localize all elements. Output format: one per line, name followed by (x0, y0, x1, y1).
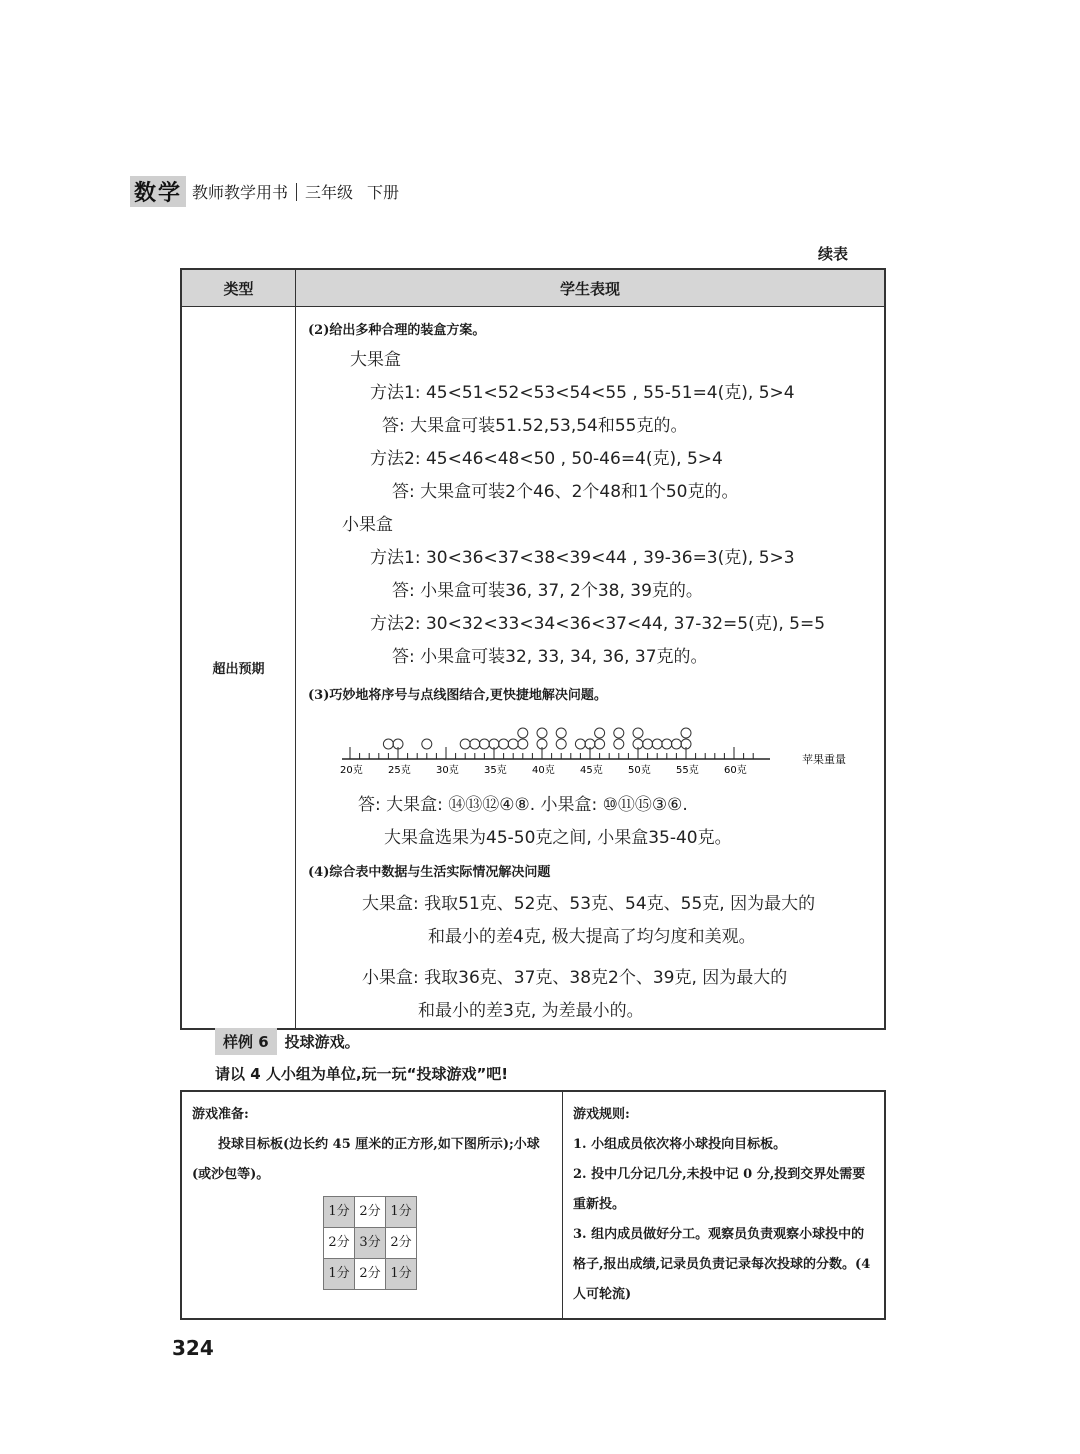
grid-cell: 2分 (324, 1228, 355, 1259)
plot-marker (614, 739, 624, 749)
grid-cell: 1分 (324, 1259, 355, 1290)
tick-label: 60克 (724, 765, 747, 776)
grid-cell: 1分 (386, 1259, 417, 1290)
handwritten-line: 方法1: 30<36<37<38<39<44 , 39-36=3(克), 5>3 (370, 548, 795, 568)
handwritten-line: 方法2: 45<46<48<50 , 50-46=4(克), 5>4 (370, 449, 723, 469)
dot-plot (302, 709, 872, 789)
section4-title: (4)综合表中数据与生活实际情况解决问题 (308, 865, 551, 880)
plot-marker (643, 739, 653, 749)
page-header (130, 176, 399, 207)
handwritten-line: 大果盒: 我取51克、52克、53克、54克、55克, 因为最大的 (362, 894, 816, 914)
target-board (323, 1196, 417, 1290)
sample-heading (215, 1028, 360, 1055)
handwritten-line: 方法1: 45<51<52<53<54<55 , 55-51=4(克), 5>4 (370, 383, 795, 403)
plot-marker (633, 728, 643, 738)
handwritten-line: 小果盒: 我取36克、37克、38克2个、39克, 因为最大的 (362, 968, 788, 988)
volume-label: 下册 (367, 183, 400, 202)
plot-marker (518, 739, 528, 749)
handwritten-line: 和最小的差4克, 极大提高了均匀度和美观。 (428, 927, 756, 947)
tick-label: 20克 (340, 765, 363, 776)
handwritten-line: 大果盒 (350, 350, 401, 370)
header-divider (296, 183, 297, 201)
sample-title: 投球游戏。 (284, 1033, 360, 1051)
section3-title: (3)巧妙地将序号与点线图结合,更快捷地解决问题。 (308, 688, 607, 703)
prep-title: 游戏准备: (192, 1107, 249, 1122)
col-header-type: 类型 (181, 269, 296, 307)
grid-cell: 2分 (355, 1259, 386, 1290)
rule-item: 1. 小组成员依次将小球投向目标板。 (573, 1137, 787, 1152)
grid-cell: 2分 (386, 1228, 417, 1259)
grid-cell: 1分 (324, 1197, 355, 1228)
col-header-performance: 学生表现 (296, 269, 886, 307)
plot-marker (652, 739, 662, 749)
handwritten-line: 和最小的差3克, 为差最小的。 (418, 1001, 644, 1021)
tick-label: 55克 (676, 765, 699, 776)
handwritten-line: 小果盒 (342, 515, 393, 535)
grade-label: 三年级 (305, 183, 354, 202)
plot-marker (671, 739, 681, 749)
plot-marker (470, 739, 480, 749)
plot-marker (499, 739, 509, 749)
tick-label: 45克 (580, 765, 603, 776)
performance-table (180, 268, 886, 1030)
plot-marker (383, 739, 393, 749)
plot-marker (575, 739, 585, 749)
plot-marker (556, 739, 566, 749)
grid-cell: 1分 (386, 1197, 417, 1228)
axis-label: 苹果重量 (802, 753, 846, 766)
plot-marker (460, 739, 470, 749)
plot-marker (422, 739, 432, 749)
rule-item: 3. 组内成员做好分工。观察员负责观察小球投中的格子,报出成绩,记录员负责记录每次投球的分数。(4 人可轮流) (573, 1227, 871, 1302)
plot-marker (518, 728, 528, 738)
rule-item: 2. 投中几分记几分,未投中记 0 分,投到交界处需要重新投。 (573, 1167, 866, 1212)
game-rules-cell (563, 1091, 886, 1319)
handwritten-line: 答: 大果盒可装2个46、2个48和1个50克的。 (392, 482, 739, 502)
handwritten-line: 答: 大果盒: ⑭⑬⑫④⑧. 小果盒: ⑩⑪⑮③⑥. (358, 795, 688, 815)
handwritten-line: 大果盒选果为45-50克之间, 小果盒35-40克。 (384, 828, 732, 848)
game-table (180, 1090, 886, 1320)
plot-marker (662, 739, 672, 749)
plot-marker (508, 739, 518, 749)
continued-label: 续表 (817, 245, 848, 263)
book-name: 教师教学用书 (192, 183, 289, 202)
tick-label: 35克 (484, 765, 507, 776)
prep-text: 投球目标板(边长约 45 厘米的正方形,如下图所示);小球(或沙包等)。 (192, 1137, 540, 1182)
tick-label: 40克 (532, 765, 555, 776)
sample-tag: 样例 6 (215, 1028, 277, 1055)
subject-logo: 数学 (130, 176, 186, 207)
section2-title: (2)给出多种合理的装盒方案。 (308, 323, 486, 338)
plot-marker (595, 739, 605, 749)
plot-marker (479, 739, 489, 749)
tick-label: 30克 (436, 765, 459, 776)
number-line-svg (302, 709, 872, 789)
grid-cell: 3分 (355, 1228, 386, 1259)
plot-marker (556, 728, 566, 738)
instruction-text: 请以 4 人小组为单位,玩一玩“投球游戏”吧! (215, 1065, 509, 1083)
game-prep-cell (181, 1091, 563, 1319)
handwritten-line: 答: 小果盒可装36, 37, 2个38, 39克的。 (392, 581, 703, 601)
tick-label: 25克 (388, 765, 411, 776)
rules-title: 游戏规则: (573, 1107, 630, 1122)
handwritten-line: 答: 小果盒可装32, 33, 34, 36, 37克的。 (392, 647, 708, 667)
plot-marker (614, 728, 624, 738)
grid-cell: 2分 (355, 1197, 386, 1228)
performance-content (296, 307, 886, 1030)
page-number: 324 (172, 1336, 214, 1360)
tick-label: 50克 (628, 765, 651, 776)
plot-marker (595, 728, 605, 738)
handwritten-line: 答: 大果盒可装51.52,53,54和55克的。 (382, 416, 688, 436)
plot-marker (681, 728, 691, 738)
row-type-label: 超出预期 (181, 307, 296, 1030)
handwritten-line: 方法2: 30<32<33<34<36<37<44, 37-32=5(克), 5=5 (370, 614, 826, 634)
plot-marker (537, 728, 547, 738)
